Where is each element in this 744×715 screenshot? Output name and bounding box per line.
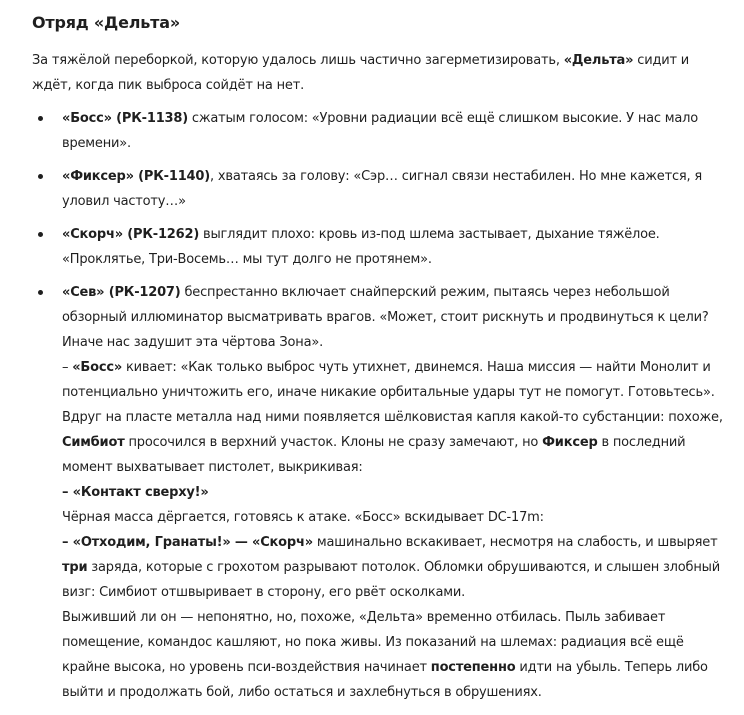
character-name: «Сев» (РК-1207) (62, 285, 181, 300)
character-name: «Скорч» (РК-1262) (62, 227, 200, 242)
grenade-text-end: заряда, которые с грохотом разрывают потолок. Обломки обрушиваются, и слышен злобный визг: Симбиот отшвыривает в сторону, его рвёт осколками. (62, 560, 720, 600)
grenade-count: три (62, 560, 88, 575)
list-item-sev (62, 280, 724, 705)
character-text: , хватаясь за голову: «Сэр… сигнал связи нестабилен. Но мне кажется, я уловил частоту…» (62, 169, 702, 209)
boss-name: «Босс» (72, 360, 123, 375)
boss-line-dash: – (62, 360, 73, 375)
list-item-scorch (62, 222, 724, 272)
contact-shout: – «Контакт сверху!» (62, 485, 209, 500)
intro-paragraph (32, 48, 724, 98)
intro-text-start: За тяжёлой переборкой, которую удалось лишь частично загерметизировать, (32, 53, 564, 68)
character-text: сжатым голосом: «Уровни радиации всё ещё слишком высокие. У нас мало времени». (62, 111, 699, 151)
character-name: «Фиксер» (РК-1140) (62, 169, 210, 184)
boss-line-text: кивает: «Как только выброс чуть утихнет, двинемся. Наша миссия — найти Монолит и потенциально уничтожить его, иначе никакие орбитальные удары тут не помогут. Готовьтесь». (62, 360, 715, 400)
section-title: Отряд «Дельта» (32, 13, 180, 32)
list-item-boss (62, 106, 724, 156)
character-text: беспрестанно включает снайперский режим, пытаясь через небольшой обзорный иллюминатор высматривать врагов. «Может, стоит рискнуть и продвинуться к цели? Иначе нас задушит эта чёртова Зона». (62, 285, 709, 350)
grenade-text-start: машинально вскакивает, несмотря на слабость, и швыряет (312, 535, 718, 550)
character-list (32, 106, 724, 705)
intro-text-end: сидит и ждёт, когда пик выброса сойдёт на нет. (32, 53, 690, 93)
retreat-shout: – «Отходим, Гранаты!» — «Скорч» (62, 535, 313, 550)
fixer-name: Фиксер (542, 435, 598, 450)
aftermath-emphasis: постепенно (430, 660, 516, 675)
character-text: выглядит плохо: кровь из-под шлема застывает, дыхание тяжёлое. «Проклятье, Три-Восемь… мы тут долго не протянем». (62, 227, 660, 267)
symbiote-text-end: в последний момент выхватывает пистолет, выкрикивая: (62, 435, 686, 475)
symbiote-text-mid: просочился в верхний участок. Клоны не сразу замечают, но (124, 435, 543, 450)
symbiote-name: Симбиот (62, 435, 125, 450)
list-item-fixer (62, 164, 724, 214)
black-mass-text: Чёрная масса дёргается, готовясь к атаке. «Босс» вскидывает DC-17m: (62, 510, 544, 525)
aftermath-text-end: идти на убыль. Теперь либо выйти и продолжать бой, либо остаться и захлебнуться в обрушениях. (62, 660, 708, 700)
aftermath-text-start: Выживший ли он — непонятно, но, похоже, «Дельта» временно отбилась. Пыль забивает помещение, командос кашляют, но пока живы. Из показаний на шлемах: радиация всё ещё крайне высока, но уровень пси-воздействия начинает (62, 610, 684, 675)
symbiote-text-start: Вдруг на пласте металла над ними появляется шёлковистая капля какой-то субстанции: похоже, (62, 410, 723, 425)
intro-squad-name: «Дельта» (563, 53, 634, 68)
character-name: «Босс» (РК-1138) (62, 111, 188, 126)
